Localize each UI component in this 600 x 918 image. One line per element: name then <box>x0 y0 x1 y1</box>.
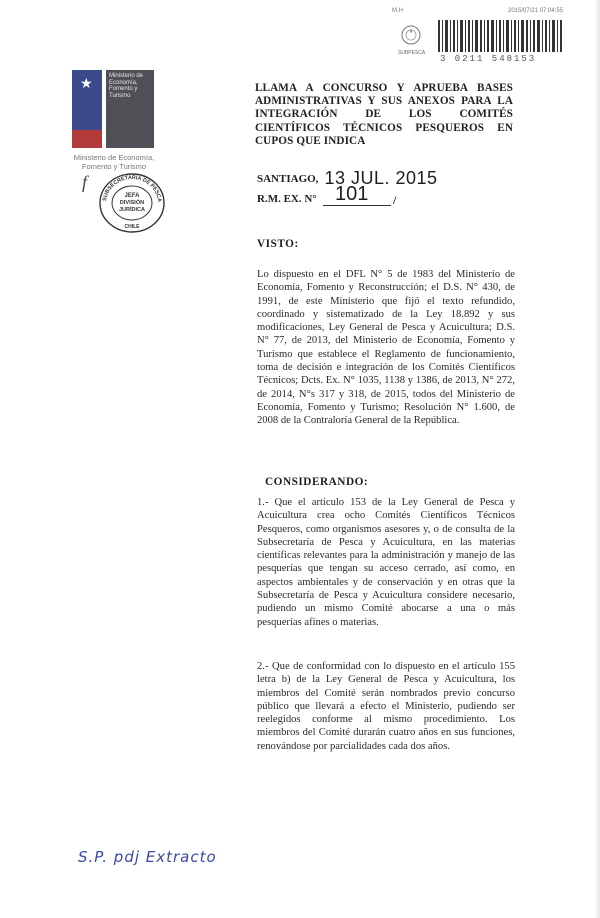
stamp-id-right: 2015/07/21 07:04:55 <box>508 8 564 14</box>
title-line: CIENTÍFICOS TÉCNICOS PESQUEROS EN <box>255 121 513 134</box>
resolution-number-line <box>257 183 407 213</box>
government-seal-icon <box>400 24 422 46</box>
seal-caption: SUBPESCA <box>398 50 426 56</box>
title-line: INTEGRACIÓN DE LOS COMITÉS <box>255 108 513 121</box>
star-icon: ★ <box>80 77 93 92</box>
handwritten-note: S.P. pdj Extracto <box>78 848 217 866</box>
slash-mark: / <box>393 193 397 207</box>
considerando-heading: CONSIDERANDO: <box>265 476 369 488</box>
ministry-logo <box>72 70 156 150</box>
visto-paragraph: Lo dispuesto en el DFL N° 5 de 1983 del Ministerio de Economía, Fomento y Reconstrucción; el D.S. N° 430, de 1991, de este Ministerio que fijó el texto refundido, coordinado y sistematizado de la Ley 18.892 y sus modificaciones, Ley General de Pesca y Acuicultura; D.S. N° 77, de 2013, del Ministerio de Economía, Fomento y Turismo que establece el Reglamento de funcionamiento, toma de decisión e integración de los Comités Científicos Técnicos; Dcts. Ex. N° 1035, 1138 y 1386, de 2013, N° 272, de 2014, N°s 317 y 318, de 2015, todos del Ministerio de Economía, Fomento y Turismo; Resolución N° 1.600, de 2008 de la Contraloría General de la República. <box>257 269 515 427</box>
stamp-id-left: M.H <box>392 8 403 14</box>
stamp-center-line3: JURÍDICA <box>119 207 145 213</box>
stamp-center-line2: DIVISIÓN <box>119 200 145 206</box>
barcode <box>438 20 564 52</box>
title-line: ADMINISTRATIVAS Y SUS ANEXOS PARA LA <box>255 95 513 108</box>
document-title <box>255 82 513 148</box>
barcode-stamp <box>388 8 570 66</box>
place-label: SANTIAGO, <box>257 173 319 185</box>
considerando-paragraph-1: 1.- Que el artículo 153 de la Ley General de Pesca y Acuicultura crea ocho Comités Científicos Técnicos Pesqueros, como organismos asesores y, o de consulta de la Subsecretaría de Pesca y Acuicultura, en las materias científicas relevantes para la administración y manejo de las pesquerías que tengan su acceso cerrado, así como, en aspectos ambientales y de conservación y en otras que la Subsecretaría de Pesca y Acuicultura considere necesario, pudiendo un mismo Comité abocarse a una o más pesquerías afines o materias. <box>257 497 515 628</box>
title-line: LLAMA A CONCURSO Y APRUEBA BASES <box>255 82 513 94</box>
barcode-number: 3 0211 548153 <box>440 54 537 64</box>
resolution-label: R.M. EX. N° <box>257 193 317 205</box>
number-underline <box>323 205 391 206</box>
stamp-bottom-text: CHILE <box>124 224 140 230</box>
logo-red-band <box>72 130 102 148</box>
visto-heading: VISTO: <box>257 238 299 250</box>
logo-panel-text: Ministerio de Economía, Fomento y Turismo <box>109 73 144 99</box>
page-edge-shadow <box>594 0 600 918</box>
stamp-ring-text: SUBSECRETARIA DE PESCA <box>102 174 163 203</box>
division-stamp <box>98 172 166 234</box>
ministry-caption: Ministerio de Economía, Fomento y Turismo <box>73 153 155 171</box>
title-line: CUPOS QUE INDICA <box>255 134 366 147</box>
stamp-center-line1: JEFA <box>124 193 140 199</box>
considerando-paragraph-2: 2.- Que de conformidad con lo dispuesto en el artículo 155 letra b) de la Ley General de Pesca y Acuicultura, los miembros del Comité serán nombrados previo concurso público que llevará a efecto el Ministerio, pudiendo ser reelegidos conforme al mismo procedimiento. Los miembros del Comité durarán cuatro años en sus funciones, renovándose por parcialidades cada dos años. <box>257 661 515 752</box>
handwritten-initial: f <box>82 172 88 192</box>
handwritten-date: 13 JUL. 2015 <box>324 168 438 188</box>
resolution-number: 101 <box>335 183 369 205</box>
